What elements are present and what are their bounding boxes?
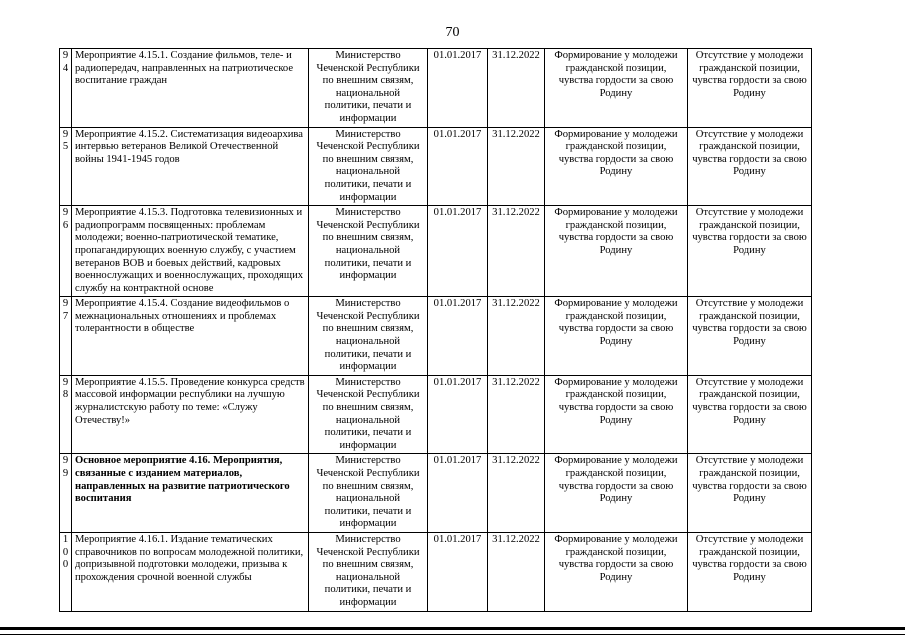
start-date-cell: 01.01.2017 xyxy=(428,532,488,611)
row-number-digit: 0 xyxy=(62,546,69,558)
end-date-cell: 31.12.2022 xyxy=(488,49,545,128)
table-row xyxy=(60,206,812,297)
bottom-rule-thick xyxy=(0,627,905,630)
row-number-digit: 0 xyxy=(62,559,69,571)
executor-cell: Министерство Чеченской Республики по внешним связям, национальной политики, печати и информации xyxy=(309,49,428,128)
expected-result-cell: Формирование у молодежи гражданской позиции, чувства гордости за свою Родину xyxy=(545,454,688,533)
end-date-cell: 31.12.2022 xyxy=(488,532,545,611)
row-number xyxy=(60,49,72,128)
bottom-rule-thin xyxy=(0,634,905,635)
start-date-cell: 01.01.2017 xyxy=(428,127,488,206)
table-row xyxy=(60,532,812,611)
page-number: 70 xyxy=(445,25,460,40)
start-date-cell: 01.01.2017 xyxy=(428,297,488,376)
end-date-cell: 31.12.2022 xyxy=(488,297,545,376)
row-number-digit: 6 xyxy=(62,219,69,231)
table-row xyxy=(60,127,812,206)
start-date-cell: 01.01.2017 xyxy=(428,206,488,297)
expected-result-cell: Формирование у молодежи гражданской позиции, чувства гордости за свою Родину xyxy=(545,532,688,611)
expected-result-cell: Формирование у молодежи гражданской позиции, чувства гордости за свою Родину xyxy=(545,206,688,297)
event-name-cell: Основное мероприятие 4.16. Мероприятия, связанные с изданием материалов, направленных на развитие патриотического воспитания xyxy=(72,454,309,533)
event-name-cell: Мероприятие 4.15.1. Создание фильмов, теле- и радиопередач, направленных на патриотическое воспитание граждан xyxy=(72,49,309,128)
end-date-cell: 31.12.2022 xyxy=(488,454,545,533)
row-number xyxy=(60,127,72,206)
consequence-cell: Отсутствие у молодежи гражданской позиции, чувства гордости за свою Родину xyxy=(688,375,812,454)
executor-cell: Министерство Чеченской Республики по внешним связям, национальной политики, печати и информации xyxy=(309,127,428,206)
program-measures-table xyxy=(59,48,812,612)
row-number-digit: 1 xyxy=(62,533,69,545)
executor-cell: Министерство Чеченской Республики по внешним связям, национальной политики, печати и информации xyxy=(309,454,428,533)
row-number-digit: 9 xyxy=(62,128,69,140)
consequence-cell: Отсутствие у молодежи гражданской позиции, чувства гордости за свою Родину xyxy=(688,206,812,297)
row-number-digit: 9 xyxy=(62,50,69,61)
row-number-digit: 7 xyxy=(62,310,69,322)
row-number xyxy=(60,454,72,533)
table-row xyxy=(60,375,812,454)
row-number-digit: 9 xyxy=(62,455,69,467)
row-number xyxy=(60,297,72,376)
row-number-digit: 9 xyxy=(62,298,69,310)
row-number-digit: 9 xyxy=(62,376,69,388)
start-date-cell: 01.01.2017 xyxy=(428,49,488,128)
expected-result-cell: Формирование у молодежи гражданской позиции, чувства гордости за свою Родину xyxy=(545,49,688,128)
end-date-cell: 31.12.2022 xyxy=(488,375,545,454)
table-row xyxy=(60,297,812,376)
consequence-cell: Отсутствие у молодежи гражданской позиции, чувства гордости за свою Родину xyxy=(688,127,812,206)
row-number-digit: 9 xyxy=(62,468,69,479)
executor-cell: Министерство Чеченской Республики по внешним связям, национальной политики, печати и информации xyxy=(309,206,428,297)
row-number-digit: 5 xyxy=(62,141,69,153)
event-name-cell: Мероприятие 4.16.1. Издание тематических справочников по вопросам молодежной политики, допризывной подготовки молодежи, призыва к прохождения срочной военной службы xyxy=(72,532,309,611)
event-name-cell: Мероприятие 4.15.3. Подготовка телевизионных и радиопрограмм посвященных: проблемам молодежи; военно-патриотической тематике, пропагандирующих военную службу, с участием ветеранов ВОВ и боевых действий, кадровых военнослужащих и военнослужащих, проходящих службу на контрактной основе xyxy=(72,206,309,297)
consequence-cell: Отсутствие у молодежи гражданской позиции, чувства гордости за свою Родину xyxy=(688,454,812,533)
row-number xyxy=(60,375,72,454)
row-number-digit: 4 xyxy=(62,62,69,74)
table-row xyxy=(60,49,812,128)
event-name-cell: Мероприятие 4.15.2. Систематизация видеоархива интервью ветеранов Великой Отечественной войны 1941-1945 годов xyxy=(72,127,309,206)
table-body xyxy=(60,49,812,612)
executor-cell: Министерство Чеченской Республики по внешним связям, национальной политики, печати и информации xyxy=(309,375,428,454)
start-date-cell: 01.01.2017 xyxy=(428,375,488,454)
row-number xyxy=(60,206,72,297)
row-number-digit: 9 xyxy=(62,207,69,219)
end-date-cell: 31.12.2022 xyxy=(488,206,545,297)
end-date-cell: 31.12.2022 xyxy=(488,127,545,206)
event-name-cell: Мероприятие 4.15.5. Проведение конкурса средств массовой информации республики на лучшую журналистскую работу по теме: «Служу Отечеству!» xyxy=(72,375,309,454)
consequence-cell: Отсутствие у молодежи гражданской позиции, чувства гордости за свою Родину xyxy=(688,532,812,611)
expected-result-cell: Формирование у молодежи гражданской позиции, чувства гордости за свою Родину xyxy=(545,127,688,206)
event-name-cell: Мероприятие 4.15.4. Создание видеофильмов о межнациональных отношениях и проблемах толерантности в обществе xyxy=(72,297,309,376)
consequence-cell: Отсутствие у молодежи гражданской позиции, чувства гордости за свою Родину xyxy=(688,297,812,376)
executor-cell: Министерство Чеченской Республики по внешним связям, национальной политики, печати и информации xyxy=(309,532,428,611)
executor-cell: Министерство Чеченской Республики по внешним связям, национальной политики, печати и информации xyxy=(309,297,428,376)
start-date-cell: 01.01.2017 xyxy=(428,454,488,533)
table-row xyxy=(60,454,812,533)
expected-result-cell: Формирование у молодежи гражданской позиции, чувства гордости за свою Родину xyxy=(545,297,688,376)
consequence-cell: Отсутствие у молодежи гражданской позиции, чувства гордости за свою Родину xyxy=(688,49,812,128)
row-number xyxy=(60,532,72,611)
expected-result-cell: Формирование у молодежи гражданской позиции, чувства гордости за свою Родину xyxy=(545,375,688,454)
row-number-digit: 8 xyxy=(62,389,69,401)
